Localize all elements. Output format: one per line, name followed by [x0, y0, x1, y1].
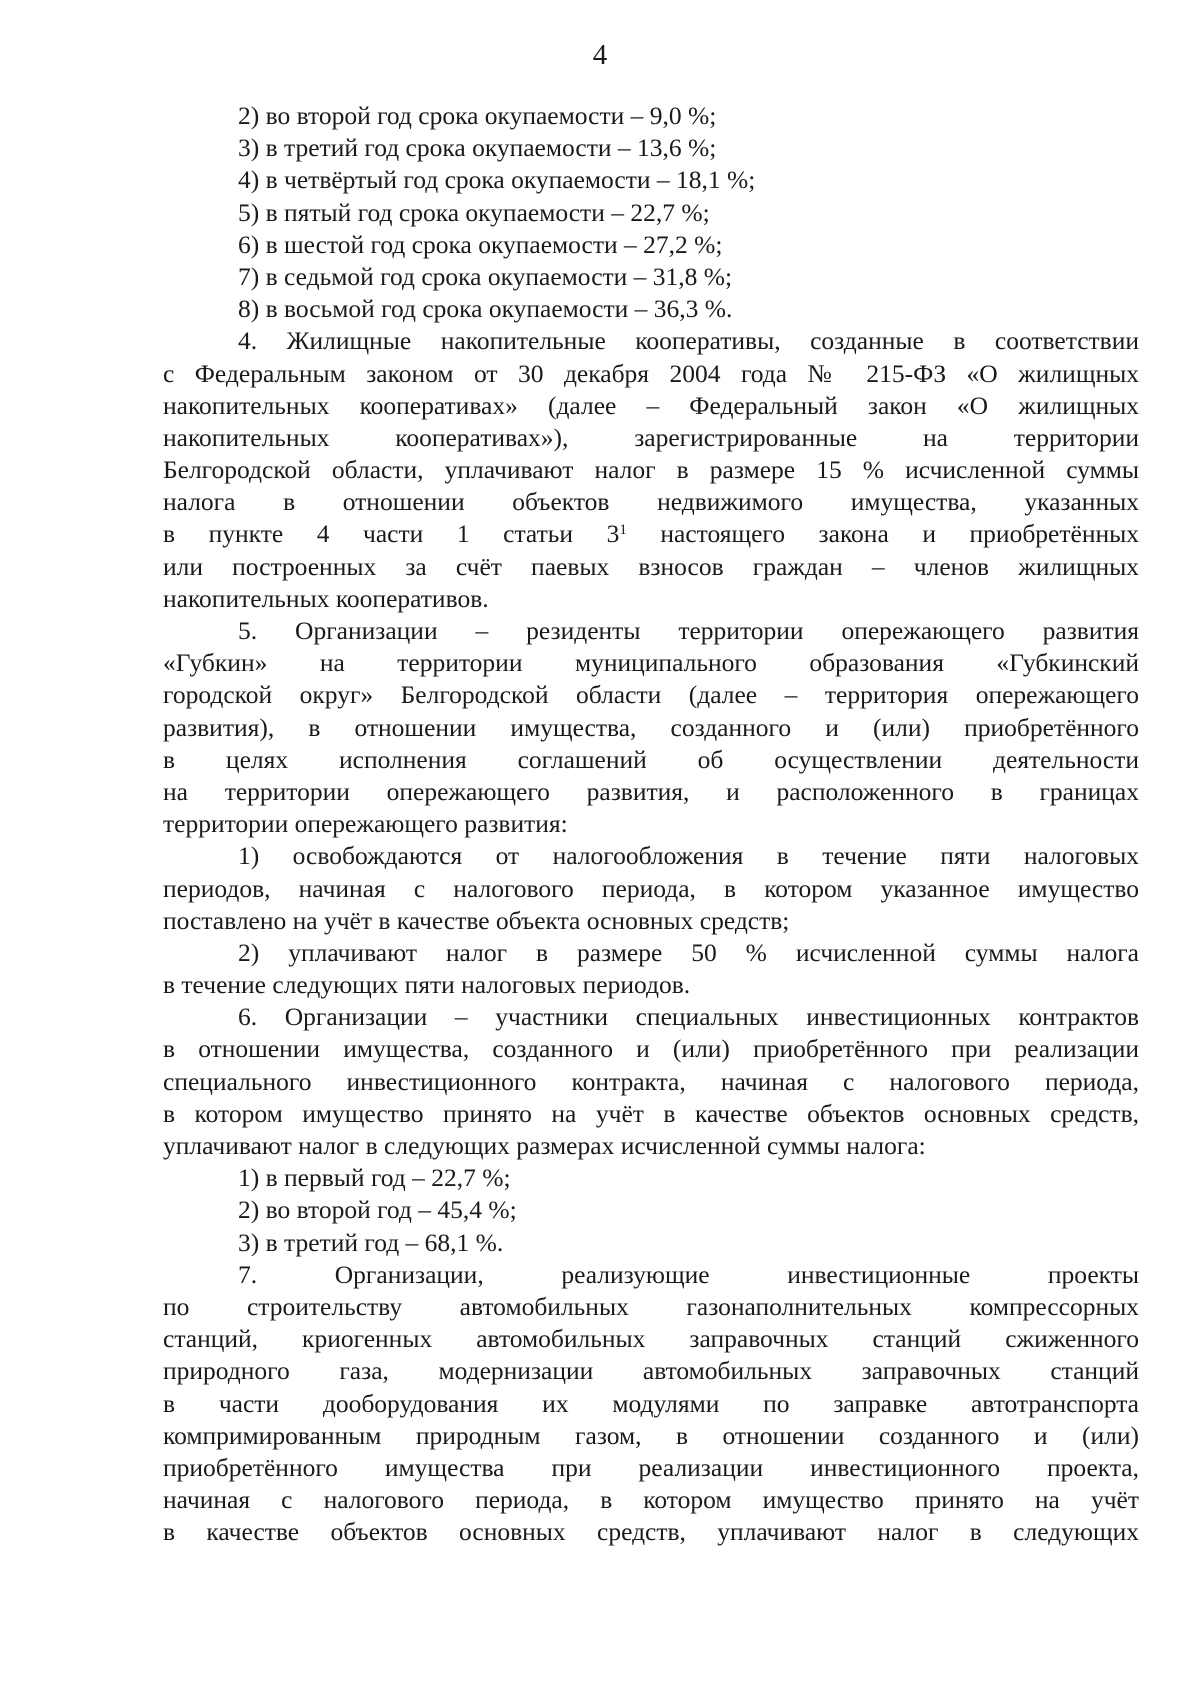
text-line: или построенных за счёт паевых взносов граждан – членов жилищных — [163, 551, 1139, 581]
text-line: приобретённого имущества при реализации инвестиционного проекта, — [163, 1452, 1139, 1482]
text-line: компримированным природным газом, в отношении созданного и (или) — [163, 1420, 1139, 1450]
text-line: станций, криогенных автомобильных заправочных станций сжиженного — [163, 1324, 1139, 1354]
text-line: 2) во второй год срока окупаемости – 9,0 %; — [238, 101, 717, 130]
text-line: 1) в первый год – 22,7 %; — [238, 1163, 511, 1193]
text-line: 7) в седьмой год срока окупаемости – 31,8 %; — [238, 261, 733, 291]
text-line: в котором имущество принято на учёт в качестве объектов основных средств, — [163, 1098, 1139, 1128]
text-line: 7. Организации, реализующие инвестиционные проекты — [238, 1259, 1139, 1289]
text-line: в течение следующих пяти налоговых периодов. — [163, 970, 691, 1000]
text-line: 8) в восьмой год срока окупаемости – 36,3 %. — [238, 294, 733, 324]
text-line: 3) в третий год срока окупаемости – 13,6 %; — [238, 133, 717, 163]
text-line: 6) в шестой год срока окупаемости – 27,2 %; — [238, 229, 723, 259]
text-line: накопительных кооперативах»), зарегистрированные на территории — [163, 422, 1139, 452]
text-line: накопительных кооперативов. — [163, 583, 489, 613]
superscript: 1 — [619, 522, 627, 539]
text-line: 2) во второй год – 45,4 %; — [238, 1195, 517, 1225]
text-line: с Федеральным законом от 30 декабря 2004 года № 215-ФЗ «О жилищных — [163, 358, 1139, 388]
text-line: в части дооборудования их модулями по заправке автотранспорта — [163, 1388, 1139, 1418]
text-line: 3) в третий год – 68,1 %. — [238, 1227, 504, 1257]
text-line: в пункте 4 части 1 статьи $3^1$ настоящего закона и приобретённых — [163, 519, 1140, 549]
text-line: поставлено на учёт в качестве объекта основных средств; — [163, 905, 790, 935]
text-line: городской округ» Белгородской области (далее – территория опережающего — [163, 680, 1139, 710]
text-line: специального инвестиционного контракта, начиная с налогового периода, — [163, 1066, 1139, 1096]
text-line: в целях исполнения соглашений об осуществлении деятельности — [163, 744, 1139, 774]
text-line: в отношении имущества, созданного и (или) приобретённого при реализации — [163, 1034, 1139, 1064]
text-line: в качестве объектов основных средств, уплачивают налог в следующих — [163, 1517, 1139, 1547]
text-line: уплачивают налог в следующих размерах исчисленной суммы налога: — [163, 1131, 926, 1160]
text-line: на территории опережающего развития, и расположенного в границах — [163, 776, 1139, 806]
text-line: Белгородской области, уплачивают налог в размере 15 % исчисленной суммы — [163, 455, 1139, 485]
text-line: 2) уплачивают налог в размере 50 % исчисленной суммы налога — [238, 937, 1139, 967]
text-line: 5) в пятый год срока окупаемости – 22,7 %; — [238, 197, 710, 227]
text-line: 4) в четвёртый год срока окупаемости – 18,1 %; — [238, 165, 756, 195]
text-line: природного газа, модернизации автомобильных заправочных станций — [163, 1356, 1139, 1386]
text-line: по строительству автомобильных газонаполнительных компрессорных — [163, 1291, 1139, 1321]
page-number: 4 — [592, 39, 608, 71]
text-line: 5. Организации – резиденты территории опережающего развития — [238, 616, 1139, 645]
text-line: накопительных кооперативах» (далее – Федеральный закон «О жилищных — [163, 390, 1139, 420]
text-line: «Губкин» на территории муниципального образования «Губкинский — [163, 648, 1139, 678]
text-line: начиная с налогового периода, в котором имущество принято на учёт — [163, 1485, 1139, 1515]
text-line: периодов, начиная с налогового периода, в котором указанное имущество — [163, 873, 1139, 903]
text-line: развития), в отношении имущества, созданного и (или) приобретённого — [163, 712, 1139, 742]
text-line: 4. Жилищные накопительные кооперативы, созданные в соответствии — [238, 326, 1139, 356]
text-line: территории опережающего развития: — [163, 809, 568, 839]
text-line: 6. Организации – участники специальных инвестиционных контрактов — [238, 1002, 1139, 1032]
text-line: 1) освобождаются от налогообложения в течение пяти налоговых — [238, 841, 1139, 871]
text-line: налога в отношении объектов недвижимого имущества, указанных — [163, 487, 1139, 517]
body-text — [163, 100, 1139, 1548]
